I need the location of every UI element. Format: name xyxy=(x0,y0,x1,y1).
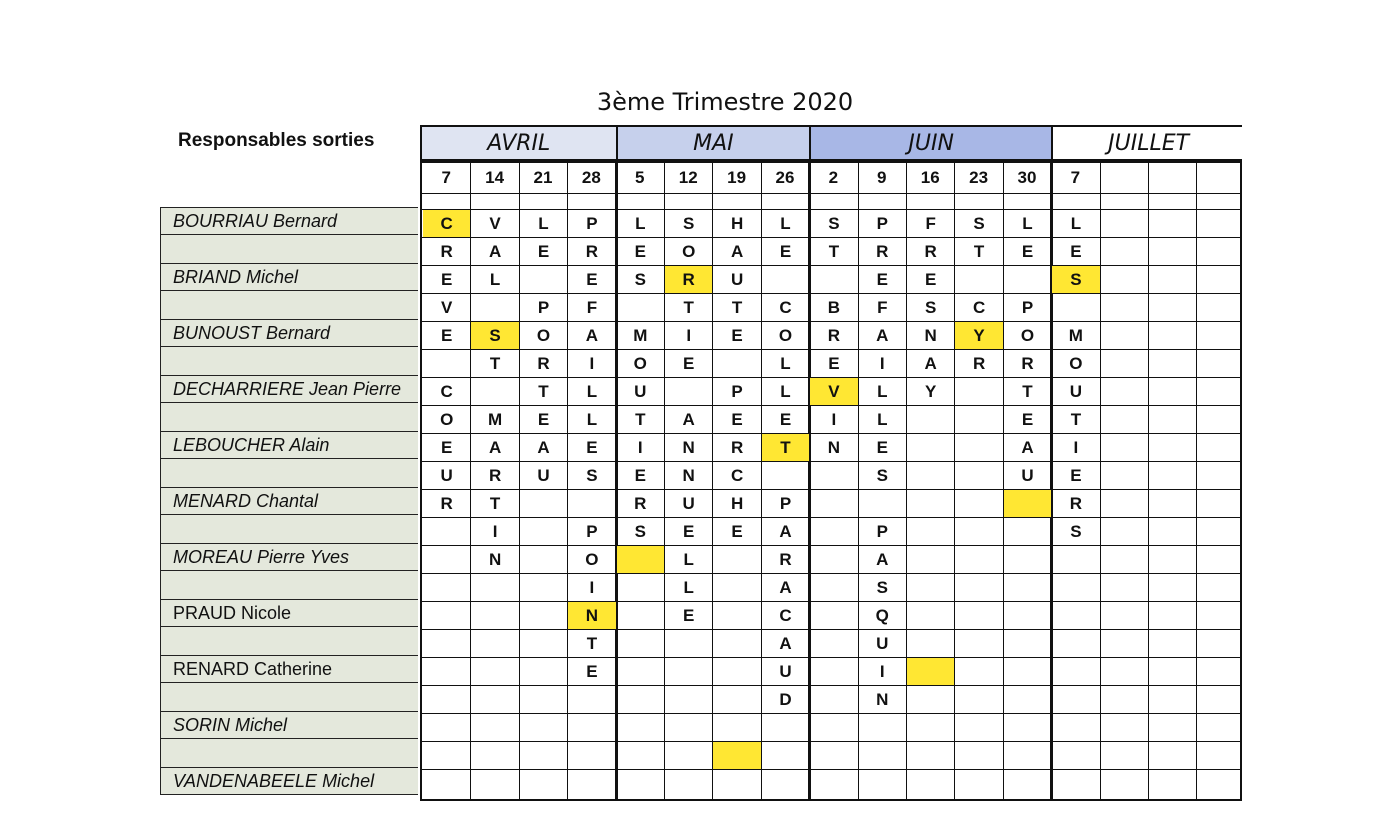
letter-cell: C xyxy=(972,297,986,317)
date-cell: 23 xyxy=(969,168,989,187)
letter-cell: U xyxy=(876,633,889,653)
letter-cell: R xyxy=(779,549,792,569)
letter-cell: L xyxy=(1070,213,1082,233)
person-name: VANDENABEELE Michel xyxy=(160,767,418,795)
letter-cell: C xyxy=(779,297,792,317)
letter-cell: L xyxy=(586,409,598,429)
letter-cell: S xyxy=(1070,521,1082,541)
letter-cell: N xyxy=(827,437,841,457)
highlighted-cell xyxy=(1004,490,1051,517)
letter-cell: R xyxy=(537,353,550,373)
letter-cell: E xyxy=(634,465,646,485)
letter-cell: N xyxy=(682,437,695,457)
letter-cell: T xyxy=(538,381,549,401)
letter-cell: S xyxy=(828,213,840,233)
letter-cell: A xyxy=(585,325,599,345)
letter-cell: P xyxy=(779,493,792,513)
letter-cell: L xyxy=(683,549,694,569)
letter-cell: O xyxy=(1020,325,1035,345)
letter-cell: P xyxy=(586,213,598,233)
highlighted-cell: N xyxy=(568,602,615,629)
letter-cell: R xyxy=(440,241,453,261)
date-cell: 30 xyxy=(1017,168,1037,187)
letter-cell: I xyxy=(1073,437,1079,457)
date-cell: 26 xyxy=(775,168,795,187)
highlighted-cell xyxy=(617,546,664,573)
letter-cell: R xyxy=(730,437,744,457)
letter-cell: S xyxy=(925,297,937,317)
highlighted-cell: S xyxy=(471,322,518,349)
letter-cell: I xyxy=(831,409,837,429)
date-cell: 16 xyxy=(920,168,940,187)
letter-cell: Q xyxy=(875,605,889,625)
grid-vline xyxy=(1148,163,1149,799)
name-spacer xyxy=(160,235,418,263)
letter-cell: O xyxy=(1069,353,1083,373)
letter-cell: T xyxy=(489,353,501,373)
letter-cell: E xyxy=(683,521,695,541)
letter-cell: S xyxy=(683,213,695,233)
letter-cell: R xyxy=(876,241,889,261)
month-juin: JUIN xyxy=(809,127,1051,159)
letter-cell: A xyxy=(924,353,937,373)
date-cell: 9 xyxy=(877,168,887,187)
letter-cell: L xyxy=(586,381,598,401)
date-cell: 2 xyxy=(828,168,839,187)
letter-cell: L xyxy=(489,269,501,289)
name-spacer xyxy=(160,459,418,487)
letter-cell: R xyxy=(634,493,647,513)
letter-cell: E xyxy=(876,269,888,289)
name-spacer xyxy=(160,739,418,767)
date-cell: 7 xyxy=(1070,168,1081,187)
highlighted-cell: S xyxy=(1052,266,1099,293)
letter-cell: A xyxy=(876,325,889,345)
date-cell: 21 xyxy=(533,168,553,187)
grid-hline xyxy=(422,517,1240,518)
letter-cell: I xyxy=(686,325,692,345)
letter-cell: L xyxy=(780,381,791,401)
letter-cell: E xyxy=(586,661,598,681)
letter-cell: F xyxy=(586,297,598,317)
letter-cell: E xyxy=(1021,241,1034,261)
letter-cell: U xyxy=(537,465,550,485)
letter-cell: C xyxy=(440,381,453,401)
letter-cell: A xyxy=(682,409,695,429)
letter-cell: E xyxy=(731,521,743,541)
letter-cell: U xyxy=(779,661,792,681)
letter-cell: I xyxy=(637,437,643,457)
letter-cell: E xyxy=(537,241,550,261)
letter-cell: M xyxy=(633,325,648,345)
letter-cell: E xyxy=(1070,465,1082,485)
letter-cell: P xyxy=(586,521,598,541)
letter-cell: U xyxy=(634,381,647,401)
grid-hline xyxy=(422,573,1240,574)
letter-cell: L xyxy=(780,213,791,233)
name-spacer xyxy=(160,347,418,375)
person-name: BOURRIAU Bernard xyxy=(160,207,418,235)
letter-cell: R xyxy=(488,465,502,485)
letter-cell: U xyxy=(1021,465,1034,485)
letter-cell: P xyxy=(731,381,743,401)
responsables-label: Responsables sorties xyxy=(178,130,375,151)
letter-cell: U xyxy=(1069,381,1083,401)
letter-cell: A xyxy=(779,577,792,597)
letter-cell: P xyxy=(876,521,888,541)
letter-cell: L xyxy=(538,213,549,233)
person-name: PRAUD Nicole xyxy=(160,599,418,627)
letter-cell: E xyxy=(683,353,695,373)
letter-cell: V xyxy=(441,297,453,317)
grid-hline xyxy=(422,657,1240,658)
page-title: 3ème Trimestre 2020 xyxy=(596,88,854,116)
letter-cell: N xyxy=(876,689,889,709)
letter-cell: E xyxy=(586,269,598,289)
grid-vline xyxy=(1196,163,1197,799)
letter-cell: I xyxy=(589,577,595,597)
month-avril: AVRIL xyxy=(422,127,616,159)
person-name: MENARD Chantal xyxy=(160,487,418,515)
letter-cell: D xyxy=(779,689,792,709)
letter-cell: T xyxy=(973,241,985,261)
month-juillet: JUILLET xyxy=(1051,127,1244,159)
letter-cell: R xyxy=(827,325,841,345)
month-header-row xyxy=(420,125,1242,161)
grid-hline xyxy=(422,193,1240,194)
letter-cell: R xyxy=(924,241,937,261)
grid-vline xyxy=(1100,163,1101,799)
grid-hline xyxy=(422,629,1240,630)
highlighted-cell: T xyxy=(762,434,809,461)
letter-cell: O xyxy=(585,549,599,569)
grid-hline xyxy=(422,601,1240,602)
letter-cell: S xyxy=(634,521,646,541)
date-cell xyxy=(1100,163,1148,193)
letter-cell: H xyxy=(730,493,744,513)
name-spacer xyxy=(160,627,418,655)
letter-cell: T xyxy=(683,297,694,317)
letter-cell: T xyxy=(828,241,840,261)
letter-cell: N xyxy=(488,549,502,569)
date-cell xyxy=(1148,163,1196,193)
grid-hline xyxy=(422,713,1240,714)
letter-cell: P xyxy=(876,213,888,233)
letter-cell: E xyxy=(537,409,550,429)
letter-cell: N xyxy=(682,465,695,485)
letter-cell: A xyxy=(1021,437,1034,457)
letter-cell: P xyxy=(1021,297,1034,317)
date-cell: 12 xyxy=(678,168,698,187)
person-name: SORIN Michel xyxy=(160,711,418,739)
letter-cell: N xyxy=(924,325,937,345)
letter-cell: O xyxy=(778,325,793,345)
letter-cell: E xyxy=(441,269,453,289)
letter-cell: O xyxy=(440,409,454,429)
grid-hline xyxy=(422,265,1240,266)
letter-cell: E xyxy=(925,269,937,289)
letter-cell: C xyxy=(779,605,792,625)
person-name: DECHARRIERE Jean Pierre xyxy=(160,375,418,403)
letter-cell: A xyxy=(488,437,502,457)
letter-cell: A xyxy=(488,241,502,261)
letter-cell: O xyxy=(633,353,647,373)
person-name: BUNOUST Bernard xyxy=(160,319,418,347)
date-cell: 14 xyxy=(485,168,505,187)
letter-cell: R xyxy=(1021,353,1034,373)
name-spacer xyxy=(160,571,418,599)
highlighted-cell xyxy=(907,658,954,685)
letter-cell: P xyxy=(537,297,550,317)
letter-cell: B xyxy=(827,297,841,317)
letter-cell: L xyxy=(1022,213,1033,233)
letter-cell: A xyxy=(779,633,792,653)
highlighted-cell: C xyxy=(423,210,470,237)
highlighted-cell: V xyxy=(810,378,857,405)
letter-cell: A xyxy=(730,241,744,261)
person-name: MOREAU Pierre Yves xyxy=(160,543,418,571)
date-cell xyxy=(1196,163,1244,193)
letter-cell: H xyxy=(730,213,744,233)
letter-cell: T xyxy=(635,409,646,429)
date-cell: 28 xyxy=(581,168,601,187)
letter-cell: T xyxy=(1022,381,1033,401)
letter-cell: E xyxy=(441,325,453,345)
letter-cell: E xyxy=(586,437,598,457)
grid-hline xyxy=(422,685,1240,686)
letter-cell: E xyxy=(828,353,840,373)
letter-cell: E xyxy=(779,241,792,261)
letter-cell: Y xyxy=(925,381,937,401)
month-mai: MAI xyxy=(616,127,810,159)
letter-cell: T xyxy=(586,633,598,653)
letter-cell: I xyxy=(879,661,885,681)
letter-cell: E xyxy=(634,241,646,261)
letter-cell: E xyxy=(731,325,743,345)
letter-cell: C xyxy=(730,465,744,485)
letter-cell: R xyxy=(585,241,599,261)
letter-cell: I xyxy=(492,521,498,541)
letter-cell: U xyxy=(730,269,744,289)
letter-cell: L xyxy=(877,409,888,429)
letter-cell: R xyxy=(440,493,453,513)
grid-hline xyxy=(422,769,1240,770)
letter-cell: T xyxy=(731,297,743,317)
letter-cell: O xyxy=(682,241,696,261)
letter-cell: A xyxy=(779,521,792,541)
name-spacer xyxy=(160,515,418,543)
date-cell: 19 xyxy=(727,168,747,187)
letter-cell: L xyxy=(635,213,646,233)
letter-cell: S xyxy=(973,213,985,233)
letter-cell: E xyxy=(683,605,695,625)
letter-cell: U xyxy=(440,465,453,485)
letter-cell: M xyxy=(1068,325,1083,345)
date-cell: 7 xyxy=(441,168,451,187)
letter-cell: R xyxy=(972,353,986,373)
letter-cell: O xyxy=(536,325,551,345)
highlighted-cell: R xyxy=(665,266,712,293)
person-name: RENARD Catherine xyxy=(160,655,418,683)
letter-cell: F xyxy=(877,297,888,317)
letter-cell: E xyxy=(441,437,453,457)
letter-cell: T xyxy=(489,493,501,513)
letter-cell: E xyxy=(876,437,888,457)
letter-cell: S xyxy=(876,577,888,597)
name-spacer xyxy=(160,403,418,431)
letter-cell: L xyxy=(877,381,888,401)
grid-hline xyxy=(422,545,1240,546)
letter-cell: I xyxy=(589,353,595,373)
letter-cell: A xyxy=(876,549,889,569)
letter-cell: S xyxy=(586,465,598,485)
letter-cell: S xyxy=(634,269,646,289)
letter-cell: L xyxy=(683,577,694,597)
letter-cell: I xyxy=(879,353,885,373)
schedule-grid xyxy=(420,161,1242,801)
date-cell: 5 xyxy=(635,168,645,187)
letter-cell: E xyxy=(1021,409,1034,429)
letter-cell: U xyxy=(682,493,695,513)
highlighted-cell xyxy=(713,742,760,769)
letter-cell: T xyxy=(1070,409,1082,429)
letter-cell: F xyxy=(925,213,936,233)
letter-cell: E xyxy=(1070,241,1082,261)
letter-cell: R xyxy=(1069,493,1083,513)
name-spacer xyxy=(160,683,418,711)
grid-hline xyxy=(422,741,1240,742)
letter-cell: M xyxy=(488,409,503,429)
letter-cell: S xyxy=(876,465,888,485)
letter-cell: V xyxy=(489,213,501,233)
highlighted-cell: Y xyxy=(955,322,1002,349)
grid-hline xyxy=(422,489,1240,490)
letter-cell: E xyxy=(731,409,743,429)
name-spacer xyxy=(160,291,418,319)
letter-cell: E xyxy=(779,409,792,429)
person-name: BRIAND Michel xyxy=(160,263,418,291)
person-name: LEBOUCHER Alain xyxy=(160,431,418,459)
letter-cell: A xyxy=(537,437,550,457)
letter-cell: L xyxy=(780,353,791,373)
